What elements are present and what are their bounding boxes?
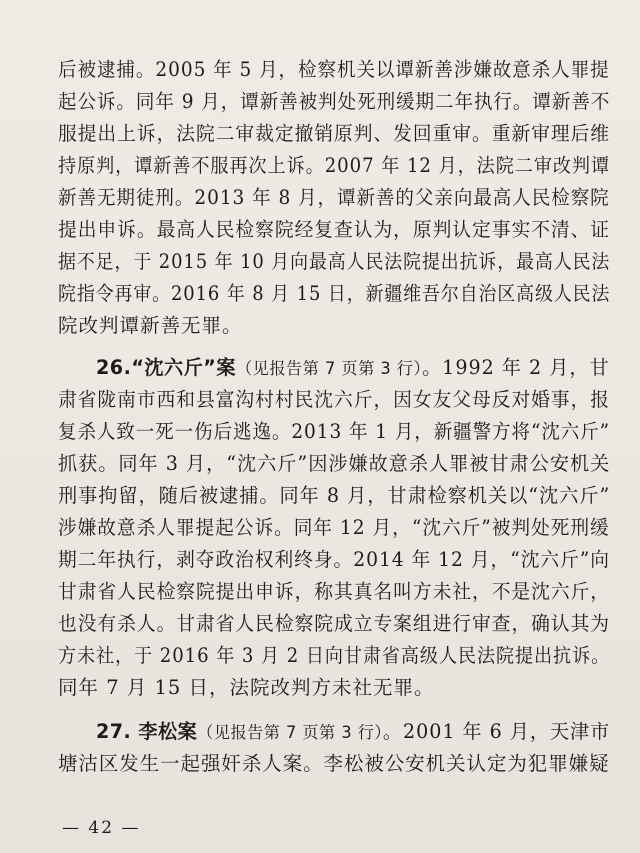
text-line: 院指令再审。2016 年 8 月 15 日，新疆维吾尔自治区高级人民法 [58,282,611,305]
case-26-reference: （见报告第 7 页第 3 行） [235,359,423,378]
text-line: 持原判，谭新善不服再次上诉。2007 年 12 月，法院二审改判谭 [58,154,611,177]
text-line: 也没有杀人。甘肃省人民检察院成立专案组进行审查，确认其为 [58,612,611,635]
page-number: — 42 — [62,818,141,838]
text-line: 刑事拘留，随后被逮捕。同年 8 月，甘肃检察机关以“沈六斤” [58,484,611,507]
text-line: 期二年执行，剥夺政治权利终身。2014 年 12 月，“沈六斤”向 [58,548,610,571]
case-27-heading: 27. 李松案 [96,720,198,743]
text-line: 涉嫌故意杀人罪提起公诉。同年 12 月，“沈六斤”被判处死刑缓 [58,516,610,539]
text-line: 复杀人致一死一伤后逃逸。2013 年 1 月，新疆警方将“沈六斤” [58,420,611,443]
text-line: 肃省陇南市西和县富沟村村民沈六斤，因女友父母反对婚事，报 [58,388,611,411]
case-26-first-line [96,356,610,381]
case-27-text: 。2001 年 6 月，天津市 [382,720,611,743]
text-line: 方未社，于 2016 年 3 月 2 日向甘肃省高级人民法院提出抗诉。 [58,644,611,667]
text-line: 据不足，于 2015 年 10 月向最高人民法院提出抗诉，最高人民法 [58,250,611,273]
text-line: 后被逮捕。2005 年 5 月，检察机关以谭新善涉嫌故意杀人罪提 [58,58,610,81]
case-27-reference: （见报告第 7 页第 3 行） [197,723,383,742]
text-line: 起公诉。同年 9 月，谭新善被判处死刑缓期二年执行。谭新善不 [58,90,611,113]
text-line: 抓获。同年 3 月，“沈六斤”因涉嫌故意杀人罪被甘肃公安机关 [58,452,611,475]
text-line: 甘肃省人民检察院提出申诉，称其真名叫方未社，不是沈六斤， [58,580,611,603]
text-line: 同年 7 月 15 日，法院改判方未社无罪。 [58,676,435,699]
text-line: 新善无期徒刑。2013 年 8 月，谭新善的父亲向最高人民检察院 [58,186,610,209]
text-line: 塘沽区发生一起强奸杀人案。李松被公安机关认定为犯罪嫌疑 [58,752,610,775]
text-line: 服提出上诉，法院二审裁定撤销原判、发回重审。重新审理后维 [58,122,611,145]
case-27-first-line [96,720,610,745]
text-line: 提出申诉。最高人民检察院经复查认为，原判认定事实不清、证 [58,218,611,241]
text-line: 院改判谭新善无罪。 [58,314,243,337]
case-26-text: 。1992 年 2 月，甘 [422,356,610,379]
case-26-heading: 26.“沈六斤”案 [96,356,236,379]
